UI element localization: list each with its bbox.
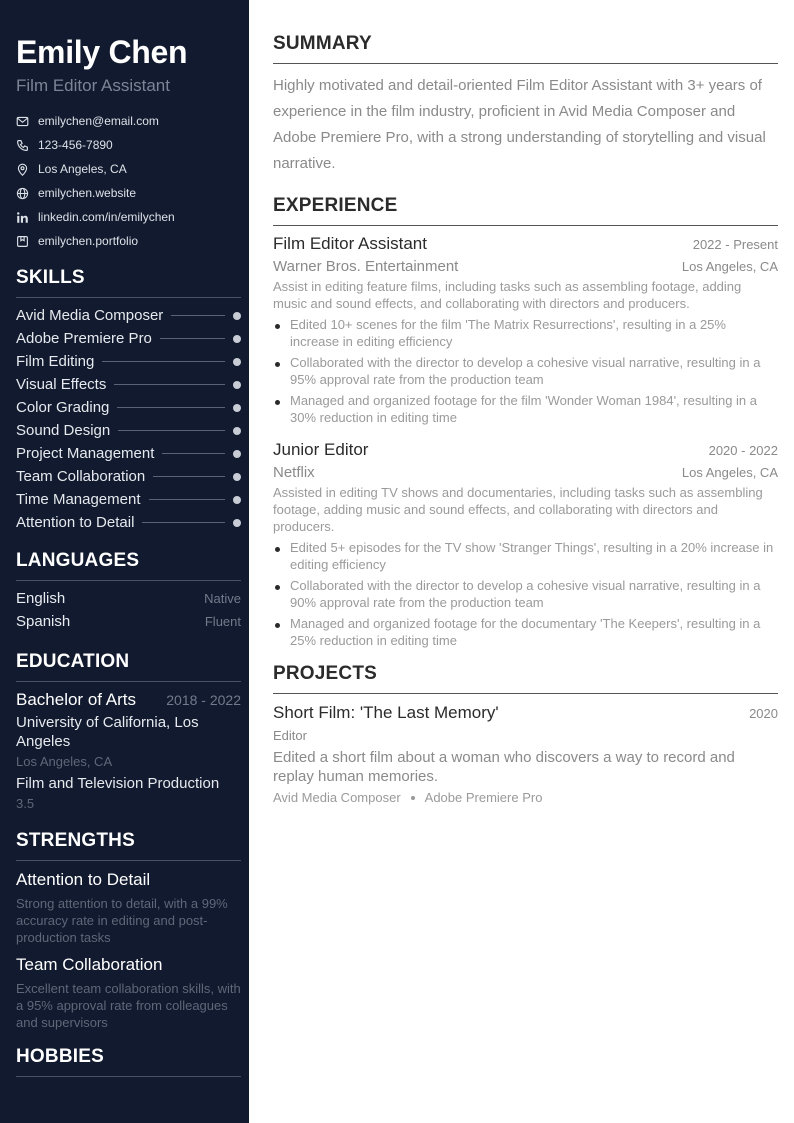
achievement-item: Collaborated with the director to develop a cohesive visual narrative, resulting in a 95% approval rate from the production team [273,354,778,388]
linkedin-icon [16,211,29,224]
skills-heading: SKILLS [16,267,241,298]
skill-dot-icon [233,312,241,320]
project-tools [273,790,778,805]
strengths-heading: STRENGTHS [16,830,241,861]
main-content [273,0,778,805]
skill-divider [149,499,226,500]
language-level: Fluent [204,614,241,629]
language-item [16,610,241,633]
experience-heading: EXPERIENCE [273,195,778,226]
skill-item [16,327,241,350]
skill-dot-icon [233,519,241,527]
skill-item [16,488,241,511]
education-field: Film and Television Production [16,775,220,792]
job-location: Los Angeles, CA [681,465,778,480]
contact-email[interactable] [16,109,241,133]
skill-label: Sound Design [16,422,111,439]
skill-item [16,373,241,396]
skill-label: Adobe Premiere Pro [16,330,152,347]
achievement-item: Collaborated with the director to develop a cohesive visual narrative, resulting in a 90% approval rate from the production team [273,577,778,611]
contact-linkedin[interactable] [16,205,241,229]
location-icon [16,163,29,176]
skill-label: Color Grading [16,399,110,416]
skill-label: Attention to Detail [16,514,135,531]
project-entry [273,703,778,805]
skill-label: Project Management [16,445,155,462]
job-company: Warner Bros. Entertainment [273,258,459,275]
summary-heading: SUMMARY [273,33,778,64]
summary-text: Highly motivated and detail-oriented Film Editor Assistant with 3+ years of experience in the film industry, proficient in Avid Media Composer and Adobe Premiere Pro, with a strong understanding of storytelling and visual narrative. [273,77,766,172]
job-location: Los Angeles, CA [681,259,778,274]
education-location: Los Angeles, CA [16,754,113,769]
strength-title: Attention to Detail [16,870,151,889]
portfolio-icon [16,235,29,248]
skill-label: Visual Effects [16,376,107,393]
languages-list [16,587,241,633]
education-degree: Bachelor of Arts [16,690,137,709]
skill-dot-icon [233,381,241,389]
skill-divider [142,522,225,523]
education-years: 2018 - 2022 [166,692,241,708]
skill-divider [162,453,225,454]
language-name: Spanish [16,613,71,630]
skill-label: Avid Media Composer [16,307,164,324]
contact-website[interactable] [16,181,241,205]
skill-divider [117,407,225,408]
skills-list [16,304,241,534]
skill-dot-icon [233,335,241,343]
skill-divider [118,430,225,431]
education-school: University of California, Los Angeles [16,714,199,750]
contact-phone[interactable] [16,133,241,157]
languages-heading: LANGUAGES [16,550,241,581]
contact-portfolio[interactable] [16,229,241,253]
skill-divider [114,384,225,385]
phone-icon [16,139,29,152]
project-tool: Adobe Premiere Pro [424,790,543,805]
contact-portfolio-text: emilychen.portfolio [38,234,139,248]
contact-list [16,109,241,253]
skill-dot-icon [233,496,241,504]
job-description: Assisted in editing TV shows and documentaries, including tasks such as assembling footage, adding music and sound effects, and collaborating with directors and producers. [273,485,763,534]
skill-item [16,304,241,327]
skill-divider [160,338,225,339]
job-achievements [273,316,778,426]
skill-item [16,442,241,465]
achievement-item: Managed and organized footage for the documentary 'The Keepers', resulting in a 25% reduction in editing time [273,615,778,649]
skill-item [16,511,241,534]
project-tool: Avid Media Composer [273,790,401,805]
skill-dot-icon [233,450,241,458]
candidate-name: Emily Chen [16,34,188,70]
projects-heading: PROJECTS [273,663,778,694]
job-dates: 2020 - 2022 [708,443,778,458]
hobbies-heading: HOBBIES [16,1046,241,1077]
skill-label: Team Collaboration [16,468,146,485]
skill-dot-icon [233,358,241,366]
contact-phone-text: 123-456-7890 [38,138,113,152]
skill-item [16,396,241,419]
strength-item [16,870,241,946]
education-gpa: 3.5 [16,796,35,811]
achievement-item: Edited 5+ episodes for the TV show 'Stranger Things', resulting in a 20% increase in editing efficiency [273,539,778,573]
email-icon [16,115,29,128]
strength-title: Team Collaboration [16,955,163,974]
skill-dot-icon [233,404,241,412]
strength-desc: Excellent team collaboration skills, with a 95% approval rate from colleagues and supervisors [16,981,241,1030]
project-title: Short Film: 'The Last Memory' [273,703,499,722]
skill-dot-icon [233,473,241,481]
education-heading: EDUCATION [16,651,241,682]
contact-linkedin-text: linkedin.com/in/emilychen [38,210,175,224]
candidate-role: Film Editor Assistant [16,76,170,95]
education-entry [16,690,241,811]
job-company: Netflix [273,464,315,481]
contact-website-text: emilychen.website [38,186,137,200]
contact-location-text: Los Angeles, CA [38,162,127,176]
contact-email-text: emilychen@email.com [38,114,159,128]
project-year: 2020 [749,706,778,721]
job-description: Assist in editing feature films, including tasks such as assembling footage, adding music and sound effects, and collaborating with directors and producers. [273,279,742,311]
job-achievements [273,539,778,649]
job-entry [273,234,778,426]
sidebar [0,0,249,1123]
language-item [16,587,241,610]
contact-location [16,157,241,181]
skill-item [16,350,241,373]
skill-item [16,465,241,488]
skill-dot-icon [233,427,241,435]
strength-desc: Strong attention to detail, with a 99% accuracy rate in editing and post-production tasks [16,896,228,945]
skill-divider [171,315,225,316]
skill-label: Time Management [16,491,141,508]
skill-label: Film Editing [16,353,95,370]
job-entry [273,440,778,649]
job-title: Junior Editor [273,440,369,459]
project-description: Edited a short film about a woman who discovers a way to record and replay human memories. [273,749,735,785]
project-role: Editor [273,728,307,743]
job-title: Film Editor Assistant [273,234,427,253]
language-level: Native [204,591,241,606]
skill-divider [153,476,225,477]
achievement-item: Edited 10+ scenes for the film 'The Matrix Resurrections', resulting in a 25% increase in editing efficiency [273,316,778,350]
tool-separator-icon [411,796,415,800]
language-name: English [16,590,66,607]
globe-icon [16,187,29,200]
achievement-item: Managed and organized footage for the film 'Wonder Woman 1984', resulting in a 30% reduction in editing time [273,392,778,426]
strength-item [16,955,241,1031]
skill-divider [102,361,225,362]
skill-item [16,419,241,442]
job-dates: 2022 - Present [692,237,778,252]
